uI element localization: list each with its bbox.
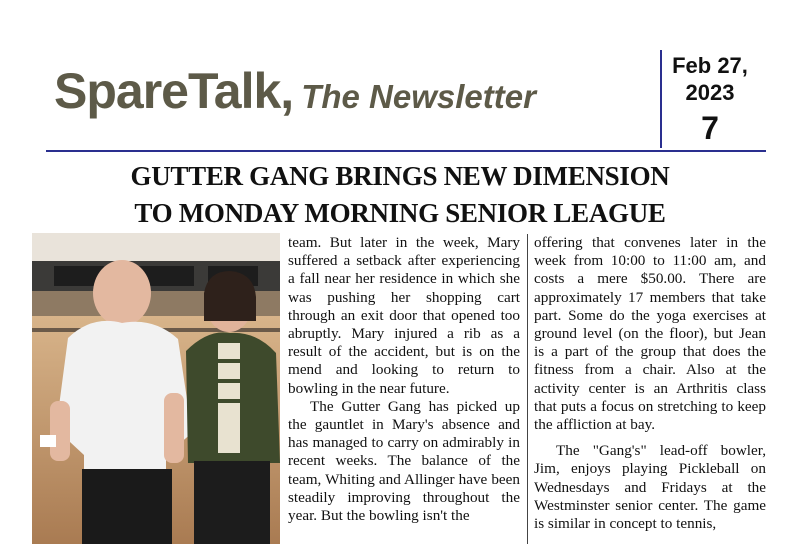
column-divider — [527, 234, 528, 544]
article-paragraph: The Gutter Gang has picked up the gauntlet in Mary's absence and has managed to carry on admirably in recent weeks. The balance of the team, Whiting and Allinger have been steadily improving throughout the year. But the bowling isn't the — [288, 397, 520, 525]
masthead-title — [54, 62, 536, 140]
article-paragraph: The "Gang's" lead-off bowler, Jim, enjoys playing Pickleball on Wednesdays and Fridays at the Westminster senior center. The game is similar in concept to tennis, — [534, 442, 766, 533]
headline-line1: GUTTER GANG BRINGS NEW DIMENSION — [130, 161, 670, 191]
issue-date-line1: Feb 27, — [672, 53, 748, 78]
article-column-2 — [534, 234, 766, 533]
issue-date — [664, 52, 756, 106]
article-paragraph: offering that convenes later in the week from 10:00 to 11:00 am, and costs a mere $50.00. There are approximately 17 members that take part. Some do the yoga exercises at ground level (on the floor), but Jean is a part of the group that does the fitness from a chair. Also at the activity center is an Arthritis class that puts a focus on stretching to keep the affliction at bay. — [534, 234, 766, 434]
masthead-vertical-rule — [660, 50, 662, 148]
article-paragraph: team. But later in the week, Mary suffered a setback after experiencing a fall near her residence in which she was pushing her shopping cart through an exit door that opened too abruptly. Mary injured a rib as a result of the accident, but is on the mend and looking to return to bowling in the near future. — [288, 234, 520, 397]
issue-number: 7 — [701, 110, 719, 146]
article-photo — [32, 233, 280, 544]
masthead-horizontal-rule — [46, 150, 766, 152]
issue-date-line2: 2023 — [685, 80, 735, 105]
article-headline — [40, 158, 760, 232]
newsletter-subtitle: The Newsletter — [301, 78, 536, 115]
article-column-1 — [288, 234, 520, 525]
newsletter-brand: SpareTalk, — [54, 63, 294, 119]
headline-line2: TO MONDAY MORNING SENIOR LEAGUE — [134, 198, 666, 228]
